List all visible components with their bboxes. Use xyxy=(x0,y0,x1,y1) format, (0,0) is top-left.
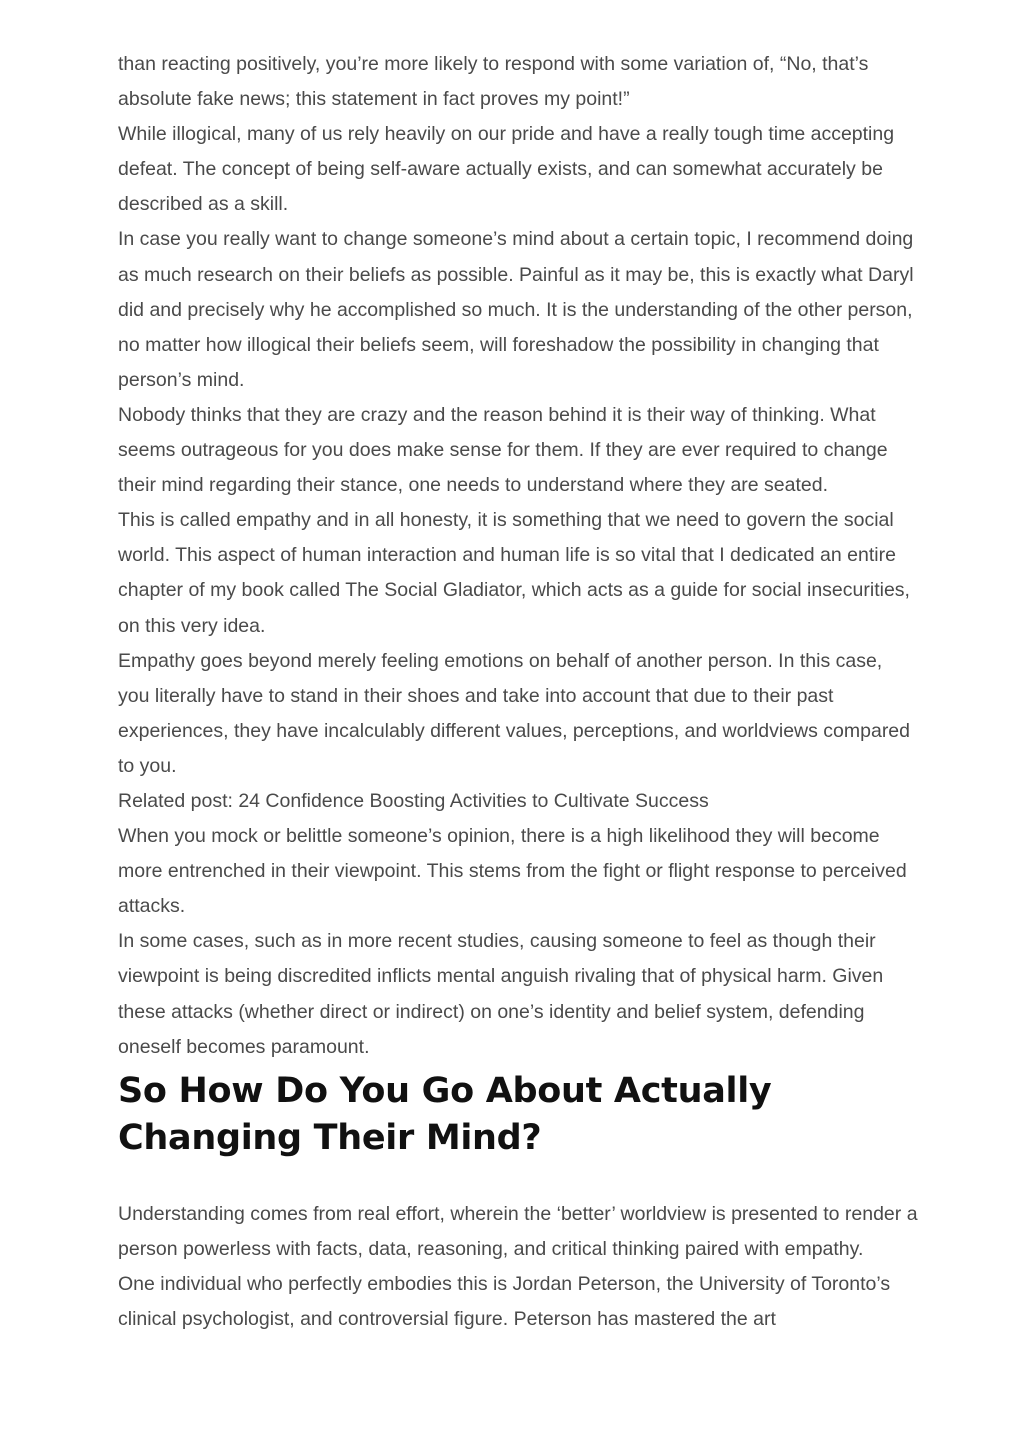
paragraph: In some cases, such as in more recent studies, causing someone to feel as though their viewpoint is being discredited inflicts mental anguish rivaling that of physical harm. Given these attacks (whether direct or indirect) on one’s identity and belief system, defending oneself becomes paramount. xyxy=(118,930,884,1058)
paragraph: Nobody thinks that they are crazy and the reason behind it is their way of thinking. What seems outrageous for you does make sense for them. If they are ever required to change their mind regarding their stance, one needs to understand where they are seated. xyxy=(118,403,888,497)
paragraph: Empathy goes beyond merely feeling emotions on behalf of another person. In this case, you literally have to stand in their shoes and take into account that due to their past experiences, they have incalculably different values, perceptions, and worldviews compared to you. xyxy=(118,649,910,777)
paragraph: While illogical, many of us rely heavily on our pride and have a really tough time accepting defeat. The concept of being self-aware actually exists, and can somewhat accurately be described as a skill. xyxy=(118,123,895,216)
paragraph: One individual who perfectly embodies this is Jordan Peterson, the University of Toronto’s clinical psychologist, and controversial figure. Peterson has mastered the art xyxy=(118,1272,891,1330)
paragraph: than reacting positively, you’re more likely to respond with some variation of, “No, that’s absolute fake news; this statement in fact proves my point!” xyxy=(118,53,869,111)
related-post xyxy=(118,784,918,819)
paragraph: When you mock or belittle someone’s opinion, there is a high likelihood they will become more entrenched in their viewpoint. This stems from the fight or flight response to perceived attacks. xyxy=(118,825,907,918)
paragraph: Understanding comes from real effort, wherein the ‘better’ worldview is presented to render a person powerless with facts, data, reasoning, and critical thinking paired with empathy. xyxy=(118,1202,918,1260)
section-heading: So How Do You Go About Actually Changing Their Mind? xyxy=(118,1070,772,1158)
article-body xyxy=(118,47,918,1337)
related-post-link[interactable]: Related post: 24 Confidence Boosting Activities to Cultivate Success xyxy=(118,789,709,812)
paragraph: In case you really want to change someone’s mind about a certain topic, I recommend doing as much research on their beliefs as possible. Painful as it may be, this is exactly what Daryl did and precisely why he accomplished so much. It is the understanding of the other person, no matter how illogical their beliefs seem, will foreshadow the possibility in changing that person’s mind. xyxy=(118,228,914,391)
paragraph: This is called empathy and in all honesty, it is something that we need to govern the social world. This aspect of human interaction and human life is so vital that I dedicated an entire chapter of my book called The Social Gladiator, which acts as a guide for social insecurities, on this very idea. xyxy=(118,509,910,637)
